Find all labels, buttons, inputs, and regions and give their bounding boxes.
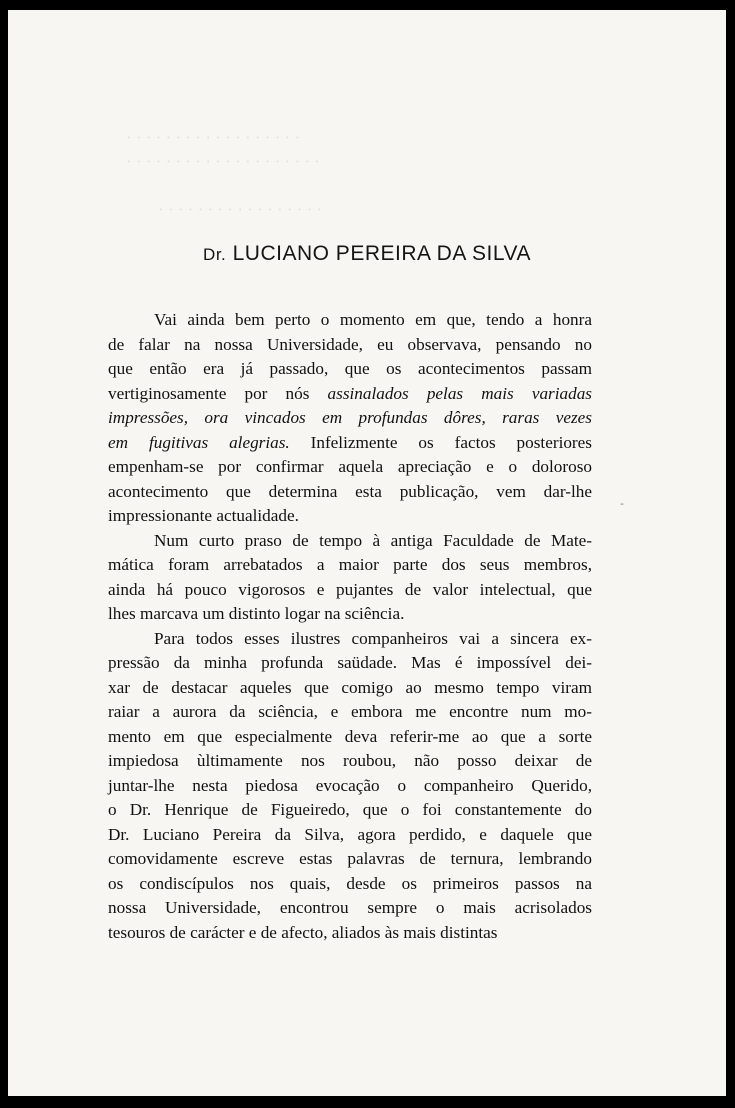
text-segment: impiedosa ùltimamente nos roubou, não posso deixar de — [108, 751, 592, 770]
text-segment: de falar na nossa Universidade, eu observava, pensando no — [108, 334, 592, 354]
text-segment: mática foram arrebatados a maior parte dos seus membros, — [108, 555, 592, 574]
text-line — [108, 504, 592, 529]
text-line — [108, 529, 592, 554]
text-line — [108, 406, 592, 431]
text-line — [108, 480, 592, 505]
text-segment: impressões, ora vincados em profundas dôres, raras vezes — [108, 408, 592, 427]
text-segment: tesouros de carácter e de afecto, aliados às mais distintas — [108, 922, 498, 942]
text-line — [108, 823, 592, 848]
text-line — [108, 553, 592, 578]
text-line — [108, 333, 592, 358]
text-segment: Para todos esses ilustres companheiros vai a sincera ex- — [154, 628, 592, 648]
text-line — [108, 798, 592, 823]
text-segment: acontecimento que determina esta publicação, vem dar-lhe — [108, 481, 592, 501]
margin-mark: - — [620, 497, 624, 510]
text-segment: que então era já passado, que os acontecimentos passam — [108, 359, 592, 378]
text-line — [108, 578, 592, 603]
text-line — [108, 308, 592, 333]
text-segment: nossa Universidade, encontrou sempre o mais acrisolados — [108, 898, 592, 917]
text-segment: comovidamente escreve estas palavras de ternura, lembrando — [108, 849, 592, 868]
document-page — [8, 10, 726, 1096]
text-segment: assinalados pelas mais variadas — [327, 383, 592, 403]
text-line — [108, 357, 592, 382]
bleed-through-text: · · · · · · · · · · · · · · · · · · · · — [126, 152, 320, 171]
text-line — [108, 847, 592, 872]
text-line — [108, 725, 592, 750]
text-line — [108, 896, 592, 921]
bleed-through-text: · · · · · · · · · · · · · · · · · · — [126, 128, 301, 147]
text-segment: pressão da minha profunda saüdade. Mas é impossível dei- — [108, 653, 592, 672]
text-line — [108, 676, 592, 701]
text-segment: juntar-lhe nesta piedosa evocação o companheiro Querido, — [108, 775, 592, 795]
text-line — [108, 651, 592, 676]
text-line — [108, 774, 592, 799]
text-segment: Vai ainda bem perto o momento em que, tendo a honra — [154, 310, 592, 329]
text-line — [108, 602, 592, 627]
text-segment: lhes marcava um distinto logar na sciência. — [108, 604, 405, 623]
text-line — [108, 749, 592, 774]
text-segment: os condiscípulos nos quais, desde os primeiros passos na — [108, 873, 592, 893]
text-segment: raiar a aurora da sciência, e embora me encontre num mo- — [108, 702, 592, 721]
title-main: LUCIANO PEREIRA DA SILVA — [232, 242, 531, 265]
text-segment: em fugitivas alegrias. — [108, 432, 290, 452]
text-segment: o Dr. Henrique de Figueiredo, que o foi constantemente do — [108, 800, 592, 819]
document-body — [108, 308, 592, 945]
text-line — [108, 921, 592, 946]
page-title — [8, 242, 726, 266]
title-prefix: Dr. — [203, 245, 227, 264]
text-line — [108, 700, 592, 725]
text-line — [108, 455, 592, 480]
bleed-through-text: · · · · · · · · · · · · · · · · · — [158, 200, 323, 219]
text-segment: Infelizmente os factos posteriores — [289, 432, 592, 452]
text-segment: ainda há pouco vigorosos e pujantes de valor intelectual, que — [108, 579, 592, 599]
text-segment: Dr. Luciano Pereira da Silva, agora perdido, e daquele que — [108, 824, 592, 844]
text-segment: xar de destacar aqueles que comigo ao mesmo tempo viram — [108, 677, 592, 697]
text-segment: mento em que especialmente deva referir-me ao que a sorte — [108, 726, 592, 746]
text-segment: vertiginosamente por nós — [108, 383, 328, 403]
text-segment: impressionante actualidade. — [108, 506, 299, 525]
text-line — [108, 382, 592, 407]
text-line — [108, 627, 592, 652]
text-line — [108, 872, 592, 897]
text-segment: Num curto praso de tempo à antiga Faculdade de Mate- — [154, 530, 592, 550]
text-segment: empenham-se por confirmar aquela apreciação e o doloroso — [108, 457, 592, 476]
text-line — [108, 431, 592, 456]
